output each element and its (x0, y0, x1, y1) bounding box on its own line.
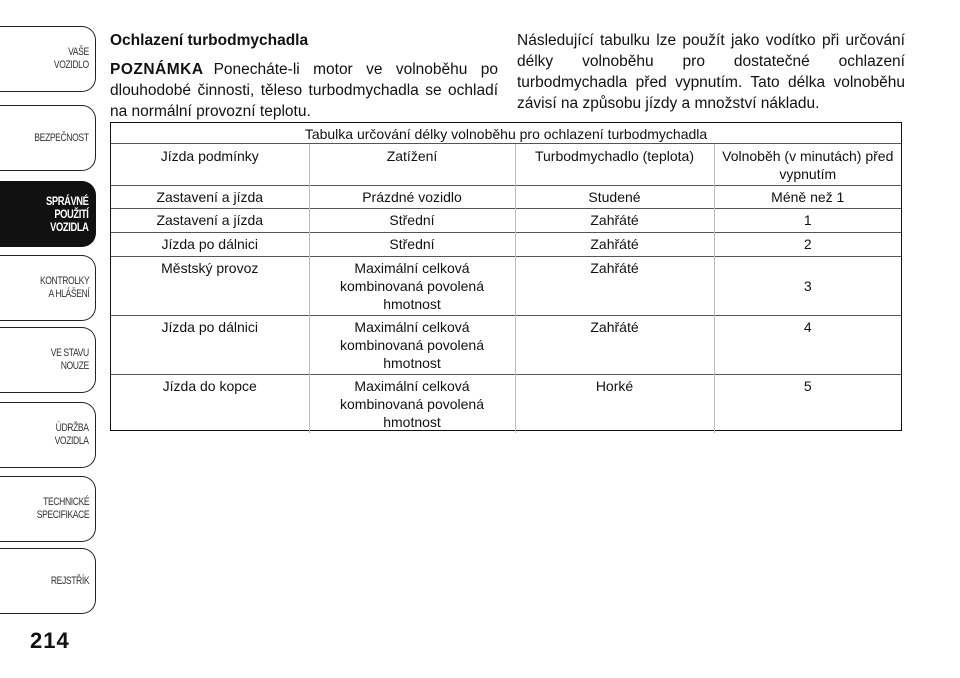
table-cell: Jízda do kopce (162, 378, 257, 394)
tab-label: BEZPEČNOST (34, 131, 89, 144)
right-column (517, 30, 905, 114)
table-cell: Maximální celková kombinovaná povolená hmotnost (309, 375, 515, 434)
table-cell: Zahřáté (515, 233, 714, 257)
table-cell: Prázdné vozidlo (309, 186, 515, 209)
table-row (111, 233, 901, 257)
section-heading: Ochlazení turbodmychadla (110, 32, 309, 49)
note-text: Ponecháte-li motor ve volnoběhu po dlouhodobé činnosti, těleso turbodmychadla se ochladí na normální provozní teplotu. (110, 61, 498, 120)
table-cell: Horké (515, 375, 714, 434)
tab-label: VE STAVU NOUZE (50, 347, 89, 372)
table-row (111, 186, 901, 209)
table-cell: Studené (515, 186, 714, 209)
tab-technicke-specifikace[interactable] (0, 476, 96, 542)
left-column (110, 30, 498, 122)
table-cell: Zastavení a jízda (156, 212, 264, 228)
tab-label: KONTROLKY A HLÁŠENÍ (39, 275, 89, 300)
tab-spravne-pouziti-vozidla[interactable] (0, 181, 96, 247)
table-title: Tabulka určování délky volnoběhu pro ochlazení turbodmychadla (111, 123, 901, 144)
table-cell: 4 (714, 316, 901, 375)
table-row (111, 316, 901, 375)
table-cell: Zastavení a jízda (156, 189, 264, 205)
tab-label: TECHNICKÉ SPECIFIKACE (36, 496, 89, 521)
tab-label: ÚDRŽBA VOZIDLA (55, 422, 89, 447)
tab-kontrolky-a-hlaseni[interactable] (0, 255, 96, 321)
table-cell: 3 (714, 257, 901, 316)
table-cell: Zahřáté (515, 257, 714, 316)
column-header: Volnoběh (v minutách) před vypnutím (714, 144, 901, 186)
tab-bezpecnost[interactable] (0, 105, 96, 171)
table-grid (111, 144, 901, 433)
table-cell: Jízda po dálnici (161, 319, 258, 335)
table-cell: 5 (714, 375, 901, 434)
table-cell: Maximální celková kombinovaná povolená hmotnost (309, 257, 515, 316)
note-paragraph (110, 59, 498, 122)
tab-vase-vozidlo[interactable] (0, 26, 96, 92)
tab-label: VAŠE VOZIDLO (54, 46, 89, 71)
intro-paragraph: Následující tabulku lze použít jako vodítko při určování délky volnoběhu pro dostatečné ochlazení turbodmychadla před vypnutím. Tato délka volnoběhu závisí na způsobu jízdy a množství nákladu. (517, 32, 905, 112)
column-header: Turbodmychadlo (teplota) (515, 144, 714, 186)
table-cell: Městský provoz (161, 260, 259, 276)
table-cell: Střední (309, 209, 515, 233)
tab-ve-stavu-nouze[interactable] (0, 327, 96, 393)
tab-udrzba-vozidla[interactable] (0, 402, 96, 468)
tab-label: REJSTŘÍK (50, 574, 89, 587)
table-cell: Zahřáté (515, 209, 714, 233)
table-cell: Jízda po dálnici (161, 236, 258, 252)
tab-rejstrik[interactable] (0, 548, 96, 614)
note-label: POZNÁMKA (110, 61, 204, 78)
page-number: 214 (30, 628, 70, 653)
idle-time-table (110, 122, 902, 431)
table-cell: Méně než 1 (714, 186, 901, 209)
column-header: Zatížení (309, 144, 515, 186)
tab-label: SPRÁVNÉ POUŽITÍ VOZIDLA (46, 193, 89, 234)
table-header-row (111, 144, 901, 186)
table-cell: Střední (309, 233, 515, 257)
table-cell: 2 (714, 233, 901, 257)
table-row (111, 257, 901, 316)
table-row (111, 375, 901, 434)
column-header: Jízda podmínky (160, 148, 259, 164)
table-cell: Zahřáté (515, 316, 714, 375)
table-cell: 1 (714, 209, 901, 233)
table-row (111, 209, 901, 233)
table-cell: Maximální celková kombinovaná povolená hmotnost (309, 316, 515, 375)
